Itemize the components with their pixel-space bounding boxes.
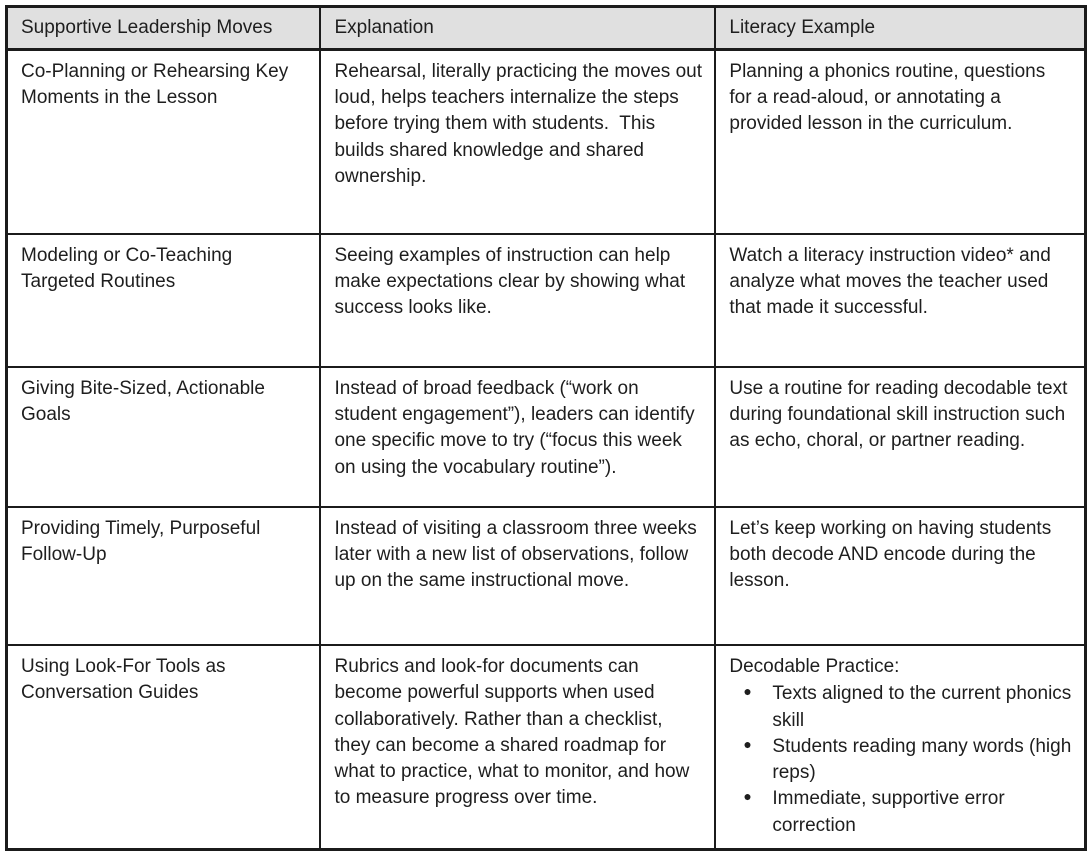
column-header-explanation	[320, 7, 715, 50]
explanation-text: Instead of visiting a classroom three weeks later with a new list of observations, follow up on the same instructional move.	[334, 518, 702, 592]
example-intro-text: Decodable Practice:	[729, 656, 900, 678]
table-row	[7, 367, 1086, 507]
explanation-text: Instead of broad feedback (“work on student engagement”), leaders can identify one specific move to try (“focus this week on using the vocabulary routine”).	[334, 377, 700, 478]
column-header-label: Supportive Leadership Moves	[21, 17, 273, 38]
table-row	[7, 645, 1086, 849]
example-cell	[715, 367, 1085, 507]
example-bullet	[743, 786, 1072, 838]
move-cell	[7, 507, 321, 645]
explanation-cell	[320, 507, 715, 645]
example-text: Use a routine for reading decodable text during foundational skill instruction such as echo, choral, or partner reading.	[729, 377, 1073, 452]
example-text: Planning a phonics routine, questions for a read-aloud, or annotating a provided lesson in the curriculum.	[729, 61, 1051, 135]
example-bullet-list	[729, 681, 1077, 838]
column-header-label: Explanation	[334, 17, 434, 38]
example-bullet-text: Immediate, supportive error correction	[772, 788, 1010, 836]
example-cell	[715, 645, 1085, 849]
example-cell	[715, 50, 1085, 234]
move-text: Modeling or Co-Teaching Targeted Routines	[21, 244, 238, 292]
example-bullet-text: Texts aligned to the current phonics skill	[772, 683, 1077, 731]
explanation-text: Seeing examples of instruction can help make expectations clear by showing what success looks like.	[334, 244, 691, 319]
table-row	[7, 50, 1086, 234]
move-cell	[7, 367, 321, 507]
column-header-label: Literacy Example	[729, 17, 876, 38]
example-bullet-text: Students reading many words (high reps)	[772, 735, 1077, 784]
example-cell	[715, 234, 1085, 367]
move-text: Co-Planning or Rehearsing Key Moments in the Lesson	[21, 61, 294, 109]
move-cell	[7, 234, 321, 367]
example-text: Let’s keep working on having students both decode AND encode during the lesson.	[729, 518, 1057, 592]
move-cell	[7, 645, 321, 849]
explanation-cell	[320, 50, 715, 234]
move-text: Providing Timely, Purposeful Follow-Up	[21, 518, 266, 566]
example-text: Watch a literacy instruction video* and analyze what moves the teacher used that made it successful.	[729, 244, 1057, 319]
table-header-row	[7, 7, 1086, 50]
explanation-cell	[320, 234, 715, 367]
table-row	[7, 234, 1086, 367]
example-bullet	[743, 734, 1077, 786]
explanation-text: Rubrics and look-for documents can become powerful supports when used collaboratively. Rather than a checklist, they can become a shared roadmap for what to practice, what to monitor, and how to measure progress over time.	[334, 656, 695, 809]
move-cell	[7, 50, 321, 234]
explanation-cell	[320, 645, 715, 849]
column-header-supportive-leadership-moves	[7, 7, 321, 50]
move-text: Giving Bite-Sized, Actionable Goals	[21, 377, 271, 426]
leadership-moves-table	[5, 5, 1087, 851]
example-cell	[715, 507, 1085, 645]
explanation-text: Rehearsal, literally practicing the moves out loud, helps teachers internalize the steps before trying them with students. This builds shared knowledge and shared ownership.	[334, 61, 708, 187]
explanation-cell	[320, 367, 715, 507]
table-row	[7, 507, 1086, 645]
column-header-literacy-example	[715, 7, 1085, 50]
move-text: Using Look-For Tools as Conversation Guides	[21, 656, 231, 704]
example-bullet	[743, 681, 1077, 733]
